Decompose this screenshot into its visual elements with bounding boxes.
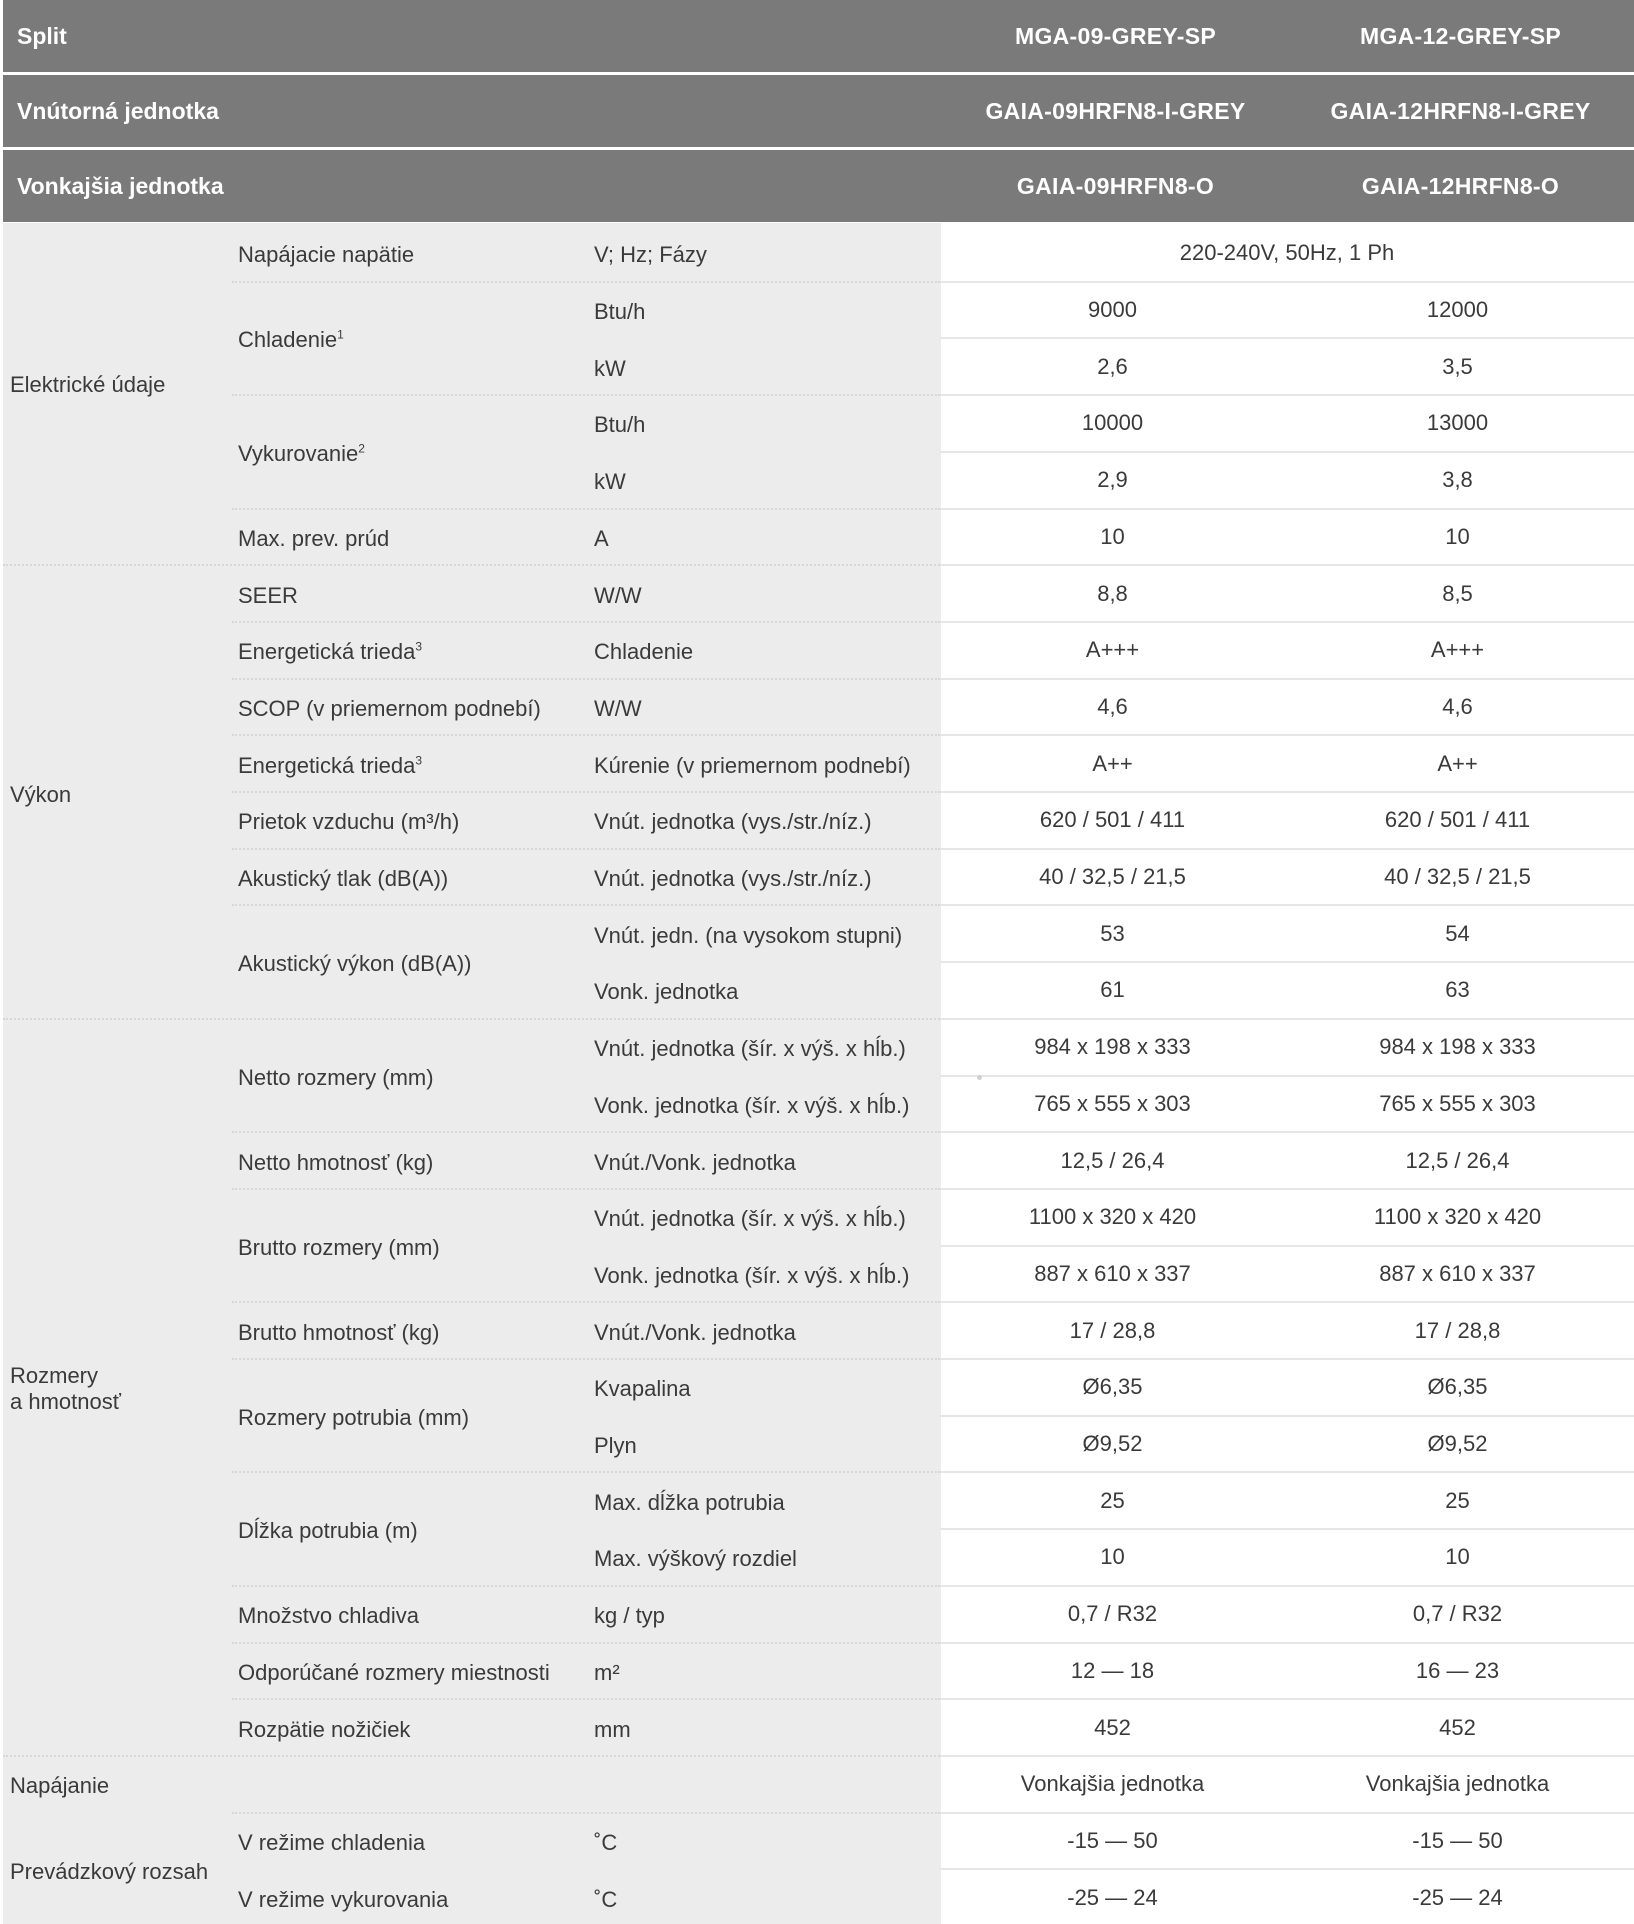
param-label: Energetická trieda$^3$: [238, 752, 423, 778]
param-label: Rozpätie nožičiek: [238, 1716, 411, 1742]
value-model-2: 12000: [1426, 297, 1489, 323]
unit-label: kg / typ: [594, 1603, 665, 1629]
value-separator: [940, 678, 1634, 680]
value-model-1: 887 x 610 x 337: [1034, 1260, 1191, 1286]
value-model-1: -15 — 50: [1067, 1827, 1158, 1853]
header-label-outdoor: Vonkajšia jednotka: [17, 173, 224, 199]
value-model-1: 0,7 / R32: [1067, 1601, 1158, 1627]
row-separator: [232, 1188, 940, 1190]
unit-label: Vnút. jednotka (šír. x výš. x hĺb.): [594, 1206, 906, 1232]
value-model-2: A+++: [1430, 637, 1485, 663]
unit-label: Vonk. jednotka (šír. x výš. x hĺb.): [594, 1262, 910, 1288]
value-model-2: 1100 x 320 x 420: [1373, 1204, 1542, 1230]
unit-label: Vonk. jednotka (šír. x výš. x hĺb.): [594, 1092, 910, 1118]
value-model-1: 8,8: [1097, 580, 1128, 606]
value-model-2: A++: [1437, 750, 1478, 776]
unit-label: Plyn: [594, 1433, 637, 1459]
value-separator: [940, 1188, 1634, 1190]
unit-label: Chladenie: [594, 639, 694, 665]
value-model-2: 3,5: [1442, 353, 1473, 379]
value-separator: [940, 1585, 1634, 1587]
value-separator: [940, 734, 1634, 736]
row-separator: [232, 508, 940, 510]
row-separator: [232, 394, 940, 396]
param-label: Množstvo chladiva: [238, 1603, 419, 1629]
unit-label: Vnút./Vonk. jednotka: [594, 1319, 796, 1345]
value-separator: [940, 621, 1634, 623]
value-model-1: 10: [1100, 523, 1125, 549]
header-model-2: MGA-12-GREY-SP: [1359, 23, 1561, 49]
row-separator: [232, 1131, 940, 1133]
param-label: V režime chladenia: [238, 1829, 426, 1855]
value-model-2: Vonkajšia jednotka: [1365, 1771, 1550, 1797]
value-model-1: 765 x 555 x 303: [1034, 1090, 1191, 1116]
param-label: Vykurovanie$^2$: [238, 440, 365, 466]
value-separator: [940, 281, 1634, 283]
value-model-1: 4,6: [1097, 693, 1128, 719]
value-model-1: 53: [1100, 920, 1125, 946]
unit-label: Vnút. jednotka (šír. x výš. x hĺb.): [594, 1036, 906, 1062]
stray-dot: [977, 1075, 982, 1080]
value-separator: [940, 564, 1634, 566]
header-label-indoor: Vnútorná jednotka: [17, 98, 219, 124]
param-label: Max. prev. prúd: [238, 525, 390, 551]
category-dimensions: Rozmery a hmotnosť: [10, 1363, 121, 1414]
param-label: Energetická trieda$^3$: [238, 639, 423, 665]
value-model-2: -25 — 24: [1412, 1884, 1503, 1910]
value-separator: [940, 1018, 1634, 1020]
value-model-1: 620 / 501 / 411: [1039, 807, 1186, 833]
value-model-1: Ø6,35: [1082, 1374, 1143, 1400]
row-separator: [3, 1018, 940, 1020]
value-model-2: 10: [1445, 523, 1470, 549]
footnote-marker: 2: [358, 441, 365, 456]
value-model-1: 61: [1100, 977, 1125, 1003]
value-model-2: 63: [1445, 977, 1470, 1003]
value-model-1: -25 — 24: [1067, 1884, 1158, 1910]
value-model-2: Ø9,52: [1427, 1431, 1488, 1457]
value-model-2: 3,8: [1442, 467, 1473, 493]
value-model-2: -15 — 50: [1412, 1827, 1503, 1853]
value-model-2: 0,7 / R32: [1412, 1601, 1503, 1627]
unit-label: ˚C: [594, 1829, 618, 1855]
header-label-split: Split: [17, 23, 67, 49]
value-model-2: 984 x 198 x 333: [1379, 1034, 1536, 1060]
value-model-2: 765 x 555 x 303: [1379, 1090, 1536, 1116]
value-model-1: 2,9: [1097, 467, 1128, 493]
value-separator: [940, 1358, 1634, 1360]
row-separator: [232, 791, 940, 793]
row-separator: [232, 1812, 940, 1814]
value-model-1: 40 / 32,5 / 21,5: [1039, 864, 1186, 890]
value-separator: [940, 1131, 1634, 1133]
row-separator: [232, 1358, 940, 1360]
value-separator: [940, 1812, 1634, 1814]
value-separator: [940, 1698, 1634, 1700]
param-label: Napájacie napätie: [238, 242, 415, 268]
row-separator: [232, 904, 940, 906]
value-model-2: 25: [1445, 1487, 1470, 1513]
category-power-supply: Napájanie: [10, 1773, 110, 1798]
value-model-1: 984 x 198 x 333: [1034, 1034, 1191, 1060]
row-separator: [232, 1301, 940, 1303]
param-label: SEER: [238, 582, 298, 608]
value-model-1: A+++: [1085, 637, 1140, 663]
value-model-1: 12 — 18: [1070, 1657, 1155, 1683]
header-outdoor-1: GAIA-09HRFN8-O: [1016, 173, 1215, 199]
footnote-marker: 1: [337, 328, 344, 343]
value-model-2: 620 / 501 / 411: [1384, 807, 1531, 833]
param-label: Brutto rozmery (mm): [238, 1234, 440, 1260]
value-separator: [940, 1415, 1634, 1417]
value-separator: [940, 848, 1634, 850]
value-both-models: 220-240V, 50Hz, 1 Ph: [1179, 240, 1395, 266]
value-separator: [940, 394, 1634, 396]
value-model-1: 1100 x 320 x 420: [1028, 1204, 1197, 1230]
value-model-2: 12,5 / 26,4: [1405, 1147, 1510, 1173]
category-performance: Výkon: [10, 782, 72, 807]
value-separator: [940, 1868, 1634, 1870]
value-separator: [940, 1471, 1634, 1473]
category-electrical: Elektrické údaje: [10, 372, 166, 397]
header-indoor-1: GAIA-09HRFN8-I-GREY: [985, 98, 1246, 124]
param-label: Prietok vzduchu (m³/h): [238, 809, 460, 835]
unit-label: ˚C: [594, 1886, 618, 1912]
header-indoor-2: GAIA-12HRFN8-I-GREY: [1330, 98, 1591, 124]
header-row-split: [3, 0, 1634, 72]
param-label: Rozmery potrubia (mm): [238, 1404, 470, 1430]
unit-label: Max. dĺžka potrubia: [594, 1489, 785, 1515]
param-label: Netto hmotnosť (kg): [238, 1149, 434, 1175]
value-model-1: 10: [1100, 1544, 1125, 1570]
param-label: Brutto hmotnosť (kg): [238, 1319, 440, 1345]
row-separator: [232, 678, 940, 680]
value-separator: [940, 1075, 1634, 1077]
footnote-marker: 3: [415, 639, 423, 654]
footnote-marker: 3: [415, 753, 423, 768]
unit-label: Kvapalina: [594, 1376, 691, 1402]
value-model-2: 887 x 610 x 337: [1379, 1260, 1536, 1286]
value-separator: [940, 1301, 1634, 1303]
value-separator: [940, 508, 1634, 510]
param-label: Odporúčané rozmery miestnosti: [238, 1659, 550, 1685]
unit-label: Vonk. jednotka: [594, 979, 739, 1005]
param-label: Akustický výkon (dB(A)): [238, 951, 472, 977]
header-model-1: MGA-09-GREY-SP: [1014, 23, 1216, 49]
value-separator: [940, 1528, 1634, 1530]
unit-label: kW: [594, 469, 626, 495]
value-separator: [940, 451, 1634, 453]
value-model-2: 16 — 23: [1415, 1657, 1500, 1683]
unit-label: Vnút. jednotka (vys./str./níz.): [594, 866, 872, 892]
row-separator: [232, 281, 940, 283]
header-outdoor-2: GAIA-12HRFN8-O: [1361, 173, 1560, 199]
param-label: Chladenie$^1$: [238, 327, 344, 353]
value-model-1: Vonkajšia jednotka: [1020, 1771, 1205, 1797]
value-model-1: 10000: [1081, 410, 1144, 436]
value-separator: [940, 904, 1634, 906]
row-separator: [232, 734, 940, 736]
value-model-2: 4,6: [1442, 693, 1473, 719]
value-separator: [940, 337, 1634, 339]
value-model-2: 10: [1445, 1544, 1470, 1570]
unit-label: Btu/h: [594, 299, 646, 325]
value-model-2: 54: [1445, 920, 1470, 946]
row-separator: [232, 1698, 940, 1700]
value-separator: [940, 791, 1634, 793]
row-separator: [232, 1471, 940, 1473]
row-separator: [232, 1585, 940, 1587]
unit-label: A: [594, 525, 609, 551]
unit-label: Vnút./Vonk. jednotka: [594, 1149, 796, 1175]
unit-label: Btu/h: [594, 412, 646, 438]
value-separator: [940, 961, 1634, 963]
category-operating-range: Prevádzkový rozsah: [10, 1859, 209, 1884]
param-label: V režime vykurovania: [238, 1886, 449, 1912]
unit-label: W/W: [594, 582, 642, 608]
value-model-1: 2,6: [1097, 353, 1128, 379]
header-row-indoor: [3, 75, 1634, 147]
value-model-1: 12,5 / 26,4: [1060, 1147, 1165, 1173]
unit-label: kW: [594, 355, 626, 381]
unit-label: Vnút. jedn. (na vysokom stupni): [594, 922, 903, 948]
row-separator: [232, 1642, 940, 1644]
value-model-1: 452: [1094, 1714, 1131, 1740]
row-separator: [232, 621, 940, 623]
param-label: Dĺžka potrubia (m): [238, 1518, 418, 1544]
value-model-2: 8,5: [1442, 580, 1473, 606]
value-model-2: 13000: [1426, 410, 1489, 436]
value-model-1: 25: [1100, 1487, 1125, 1513]
value-model-2: 452: [1439, 1714, 1476, 1740]
value-model-1: Ø9,52: [1082, 1431, 1143, 1457]
unit-label: Max. výškový rozdiel: [594, 1546, 797, 1572]
unit-label: mm: [594, 1716, 631, 1742]
value-model-2: 17 / 28,8: [1414, 1317, 1501, 1343]
unit-label: Vnút. jednotka (vys./str./níz.): [594, 809, 872, 835]
row-separator: [3, 564, 940, 566]
unit-label: m²: [594, 1659, 620, 1685]
row-separator: [3, 1755, 940, 1757]
unit-label: W/W: [594, 695, 642, 721]
value-model-2: 40 / 32,5 / 21,5: [1384, 864, 1531, 890]
value-model-1: 9000: [1088, 297, 1137, 323]
param-label: Akustický tlak (dB(A)): [238, 866, 449, 892]
value-model-1: A++: [1092, 750, 1133, 776]
param-label: Netto rozmery (mm): [238, 1064, 434, 1090]
value-model-2: Ø6,35: [1427, 1374, 1488, 1400]
unit-label: V; Hz; Fázy: [594, 242, 707, 268]
unit-label: Kúrenie (v priemernom podnebí): [594, 752, 911, 778]
header-row-outdoor: [3, 150, 1634, 222]
value-model-1: 17 / 28,8: [1069, 1317, 1156, 1343]
param-label: SCOP (v priemernom podnebí): [238, 695, 541, 721]
value-separator: [940, 1245, 1634, 1247]
row-separator: [232, 848, 940, 850]
value-separator: [940, 1642, 1634, 1644]
value-separator: [940, 1755, 1634, 1757]
